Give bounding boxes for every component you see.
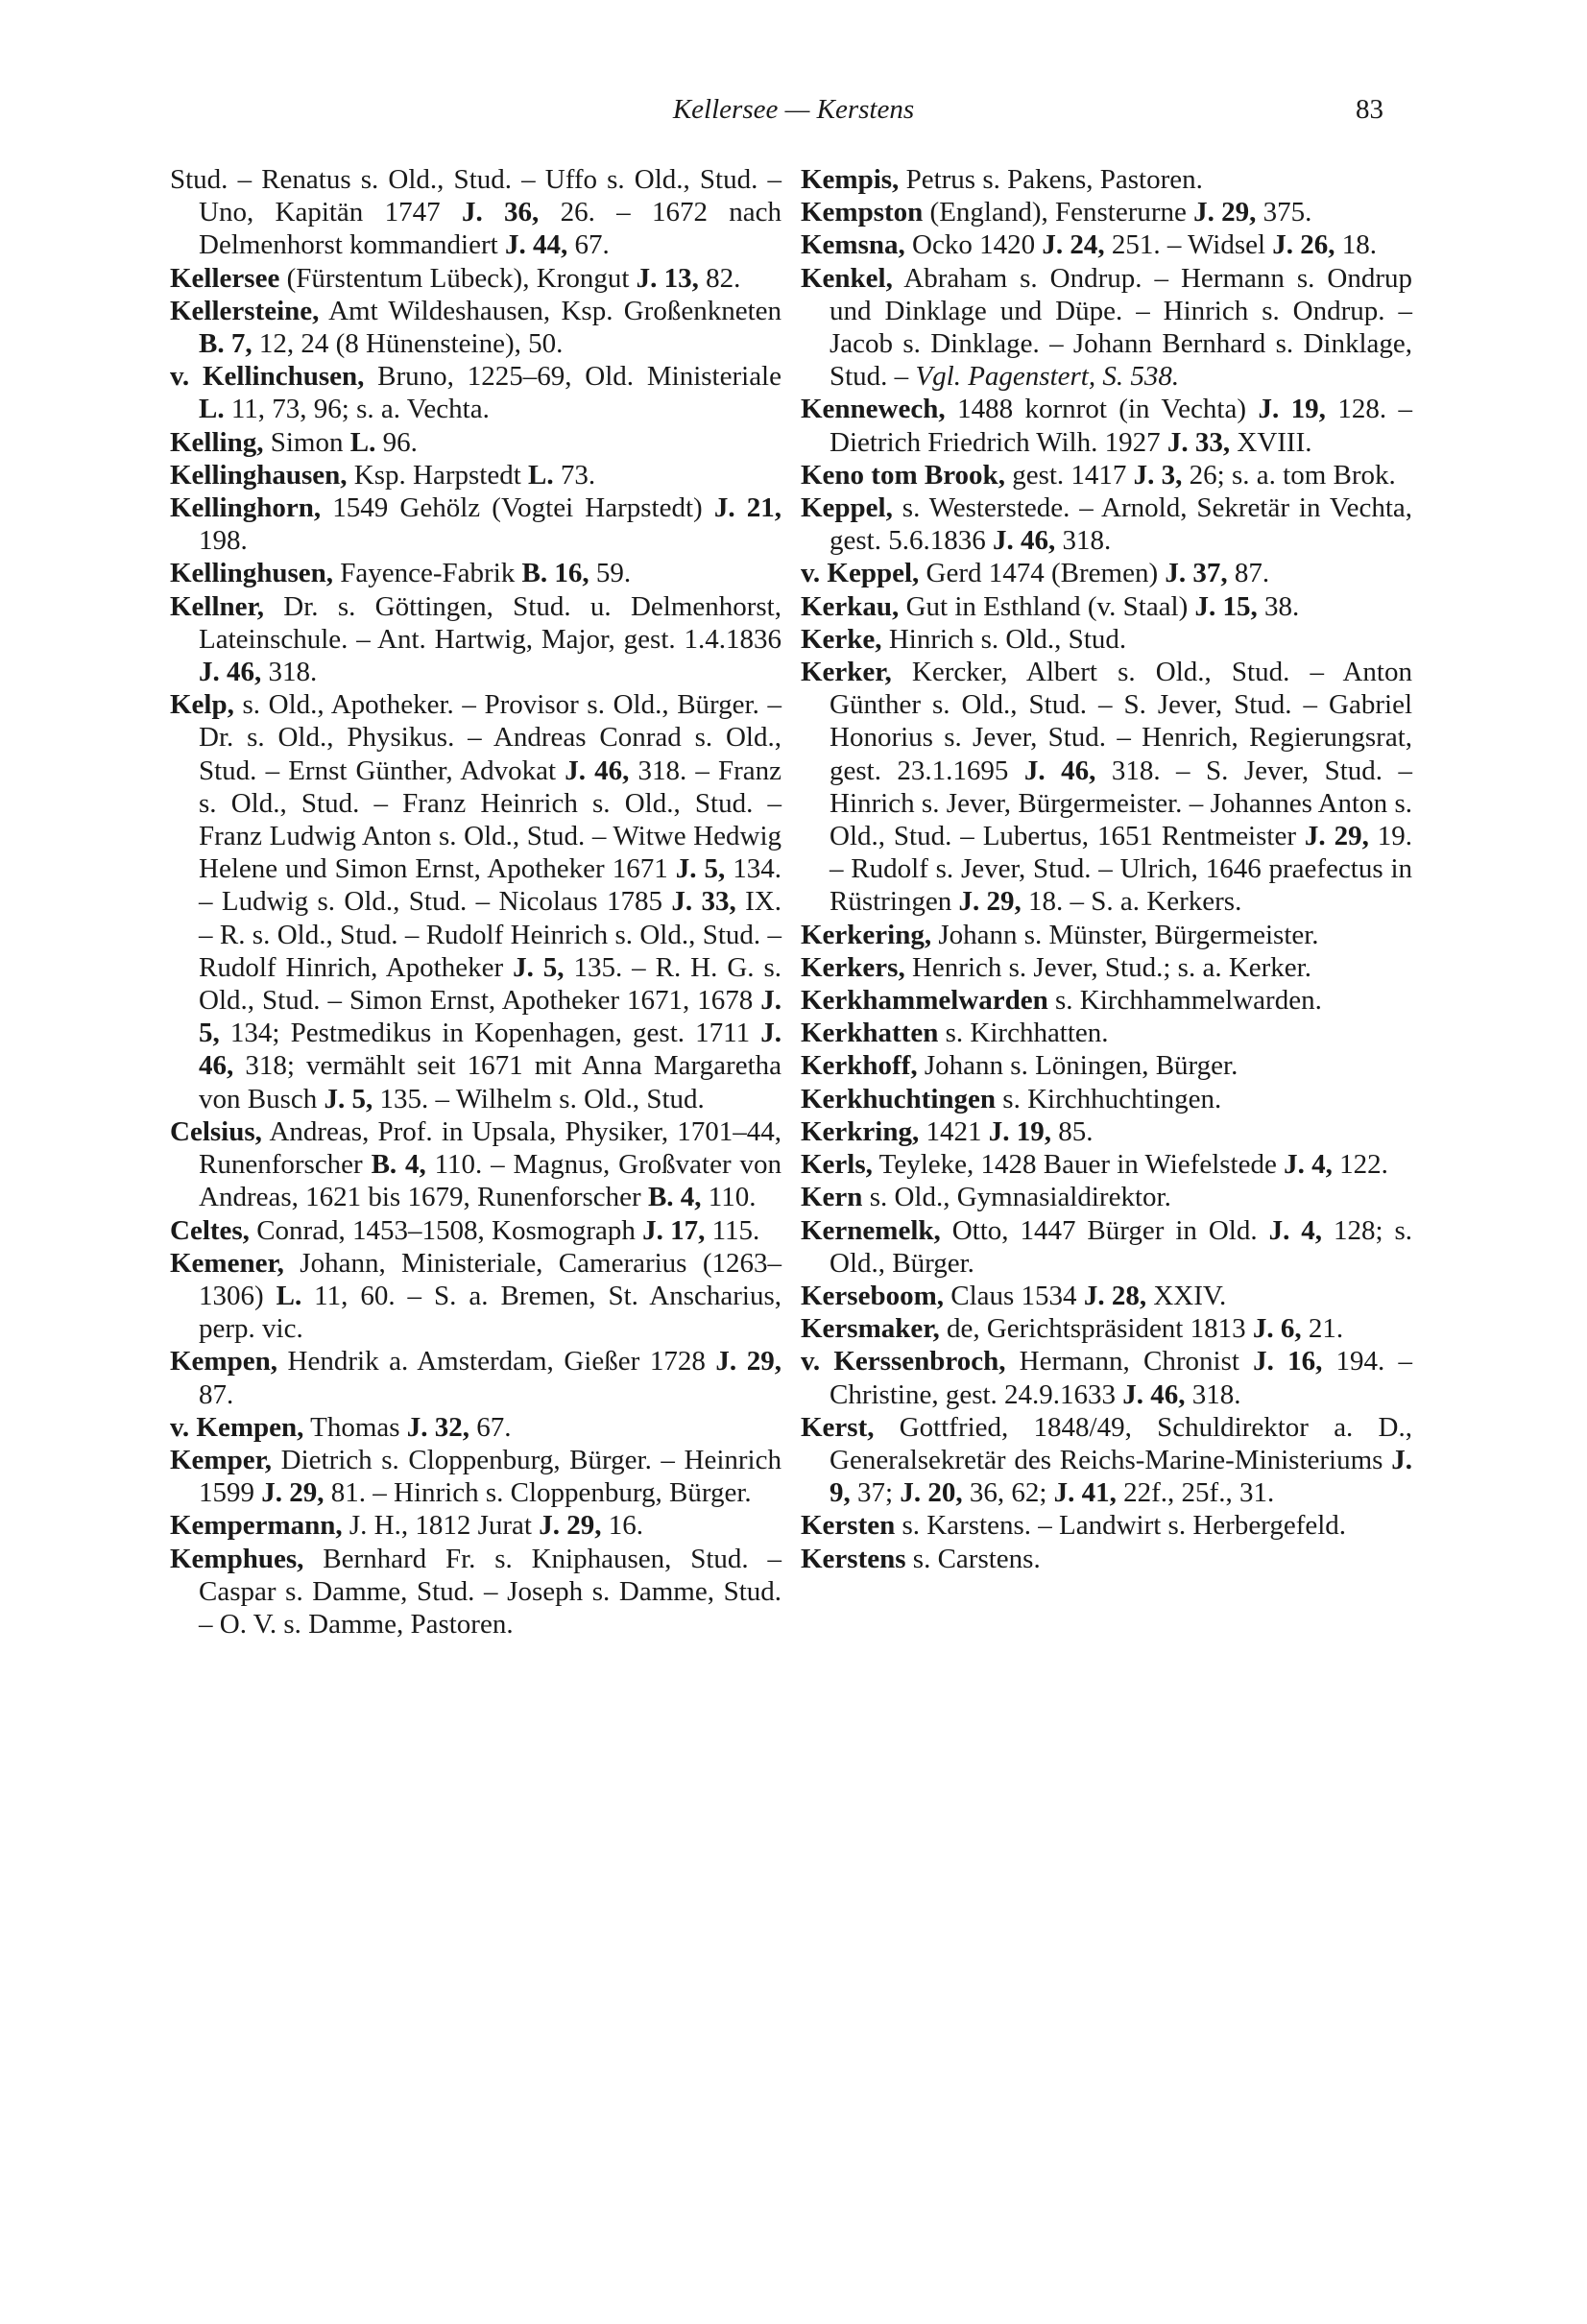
page-number: 83 — [1356, 94, 1383, 125]
register-entry: v. Kellinchusen, Bruno, 1225–69, Old. Ministeriale L. 11, 73, 96; s. a. Vechta. — [170, 361, 781, 425]
register-entry: Kempen, Hendrik a. Amsterdam, Gießer 1728 J. 29, 87. — [170, 1346, 781, 1410]
register-entry: Kerkhoff, Johann s. Löningen, Bürger. — [801, 1050, 1238, 1082]
register-entry: Keno tom Brook, gest. 1417 J. 3, 26; s. a. tom Brok. — [801, 459, 1396, 491]
register-entry: Kennewech, 1488 kornrot (in Vechta) J. 19, 128. – Dietrich Friedrich Wilh. 1927 J. 33, XVIII. — [801, 394, 1412, 458]
register-entry: Celtes, Conrad, 1453–1508, Kosmograph J. 17, 115. — [170, 1214, 760, 1246]
register-entry: Kerseboom, Claus 1534 J. 28, XXIV. — [801, 1280, 1227, 1311]
register-entry: Kerls, Teyleke, 1428 Bauer in Wiefelstede J. 4, 122. — [801, 1149, 1388, 1181]
register-entry: Kerkering, Johann s. Münster, Bürgermeister. — [801, 919, 1319, 950]
register-entry: Kernemelk, Otto, 1447 Bürger in Old. J. 4, 128; s. Old., Bürger. — [801, 1214, 1413, 1279]
register-entry: Kerkring, 1421 J. 19, 85. — [801, 1115, 1094, 1147]
register-entry: Kellersee (Fürstentum Lübeck), Krongut J. 13, 82. — [170, 262, 741, 294]
running-head — [0, 94, 1587, 132]
register-entry: Kelling, Simon L. 96. — [170, 426, 418, 458]
register-entry: Kerkau, Gut in Esthland (v. Staal) J. 15, 38. — [801, 590, 1300, 622]
register-entry: Keppel, s. Westerstede. – Arnold, Sekretär in Vechta, gest. 5.6.1836 J. 46, 318. — [801, 492, 1412, 557]
register-entry: Kelp, s. Old., Apotheker. – Provisor s. Old., Bürger. – Dr. s. Old., Physikus. – Andreas Conrad s. Old., Stud. – Ernst Günther, Advokat J. 46, 318. – Franz s. Old., Stud. – Franz Heinrich s. Old., Stud. – Franz Ludwig Anton s. Old., Stud. – Witwe Hedwig Helene und Simon Ernst, Apotheker 1671 J. 5, 134. – Ludwig s. Old., Stud. – Nicolaus 1785 J. 33, IX. – R. s. Old., Stud. – Rudolf Heinrich s. Old., Stud. – Rudolf Hinrich, Apotheker J. 5, 135. – R. H. G. s. Old., Stud. – Simon Ernst, Apotheker 1671, 1678 J. 5, 134; Pestmedikus in Kopenhagen, gest. 1711 J. 46, 318; vermählt seit 1671 mit Anna Margaretha von Busch J. 5, 135. – Wilhelm s. Old., Stud. — [170, 689, 782, 1114]
register-entry: Kempston (England), Fensterurne J. 29, 375. — [801, 197, 1312, 228]
register-entry: Kern s. Old., Gymnasialdirektor. — [801, 1182, 1171, 1213]
register-entry: Kerke, Hinrich s. Old., Stud. — [801, 623, 1127, 655]
left-column — [170, 163, 781, 1641]
register-entry: Celsius, Andreas, Prof. in Upsala, Physiker, 1701–44, Runenforscher B. 4, 110. – Magnus, Großvater von Andreas, 1621 bis 1679, Runenforscher B. 4, 110. — [170, 1115, 781, 1213]
register-entry: Kerkhatten s. Kirchhatten. — [801, 1018, 1109, 1049]
register-entry: v. Keppel, Gerd 1474 (Bremen) J. 37, 87. — [801, 558, 1270, 589]
register-entry: Kellersteine, Amt Wildeshausen, Ksp. Großenkneten B. 7, 12, 24 (8 Hünensteine), 50. — [170, 295, 781, 360]
register-entry: Kerkers, Henrich s. Jever, Stud.; s. a. Kerker. — [801, 951, 1311, 983]
register-entry: Stud. – Renatus s. Old., Stud. – Uffo s. Old., Stud. – Uno, Kapitän 1747 J. 36, 26. – 1672 nach Delmenhorst kommandiert J. 44, 67. — [170, 164, 781, 261]
register-entry: Kenkel, Abraham s. Ondrup. – Hermann s. Ondrup und Dinklage und Düpe. – Hinrich s. Ondrup. – Jacob s. Dinklage. – Johann Bernhard s. Dinklage, Stud. – Vgl. Pagenstert, S. 538. — [801, 262, 1412, 393]
register-entry: Kersmaker, de, Gerichtspräsident 1813 J. 6, 21. — [801, 1313, 1344, 1345]
register-entry: Kersten s. Karstens. – Landwirt s. Herbergefeld. — [801, 1510, 1347, 1542]
register-entry: Kerkhuchtingen s. Kirchhuchtingen. — [801, 1083, 1222, 1114]
running-head-title: Kellersee — Kerstens — [672, 94, 915, 125]
register-entry: Kerstens s. Carstens. — [801, 1543, 1041, 1574]
register-entry: Kerkhammelwarden s. Kirchhammelwarden. — [801, 985, 1322, 1017]
register-entry: Kerker, Kercker, Albert s. Old., Stud. – Anton Günther s. Old., Stud. – S. Jever, Stud. – Gabriel Honorius s. Jever, Stud. – Henrich, Regierungsrat, gest. 23.1.1695 J. 46, 318. – S. Jever, Stud. – Hinrich s. Jever, Bürgermeister. – Johannes Anton s. Old., Stud. – Lubertus, 1651 Rentmeister J. 29, 19. – Rudolf s. Jever, Stud. – Ulrich, 1646 praefectus in Rüstringen J. 29, 18. – S. a. Kerkers. — [801, 657, 1413, 918]
register-entry: Kerst, Gottfried, 1848/49, Schuldirektor a. D., Generalsekretär des Reichs-Marine-Ministeriums J. 9, 37; J. 20, 36, 62; J. 41, 22f., 25f., 31. — [801, 1411, 1412, 1509]
register-entry: Kellner, Dr. s. Göttingen, Stud. u. Delmenhorst, Lateinschule. – Ant. Hartwig, Major, gest. 1.4.1836 J. 46, 318. — [170, 590, 781, 688]
register-entry: Kempermann, J. H., 1812 Jurat J. 29, 16. — [170, 1510, 643, 1542]
register-entry: Kemphues, Bernhard Fr. s. Kniphausen, Stud. – Caspar s. Damme, Stud. – Joseph s. Damme, Stud. – O. V. s. Damme, Pastoren. — [170, 1543, 781, 1640]
register-entry: Kellinghorn, 1549 Gehölz (Vogtei Harpstedt) J. 21, 198. — [170, 492, 781, 557]
register-entry: Kemsna, Ocko 1420 J. 24, 251. – Widsel J. 26, 18. — [801, 229, 1378, 261]
register-entry: Kellinghusen, Fayence-Fabrik B. 16, 59. — [170, 558, 632, 589]
register-entry: Kemper, Dietrich s. Cloppenburg, Bürger. – Heinrich 1599 J. 29, 81. – Hinrich s. Cloppenburg, Bürger. — [170, 1444, 781, 1509]
register-entry: Kellinghausen, Ksp. Harpstedt L. 73. — [170, 459, 596, 491]
register-entry: Kemener, Johann, Ministeriale, Camerarius (1263–1306) L. 11, 60. – S. a. Bremen, St. Anscharius, perp. vic. — [170, 1247, 781, 1345]
register-entry: Kempis, Petrus s. Pakens, Pastoren. — [801, 164, 1203, 195]
register-entry: v. Kerssenbroch, Hermann, Chronist J. 16, 194. – Christine, gest. 24.9.1633 J. 46, 318. — [801, 1346, 1413, 1410]
register-entry: v. Kempen, Thomas J. 32, 67. — [170, 1411, 512, 1443]
right-column — [801, 163, 1412, 1575]
